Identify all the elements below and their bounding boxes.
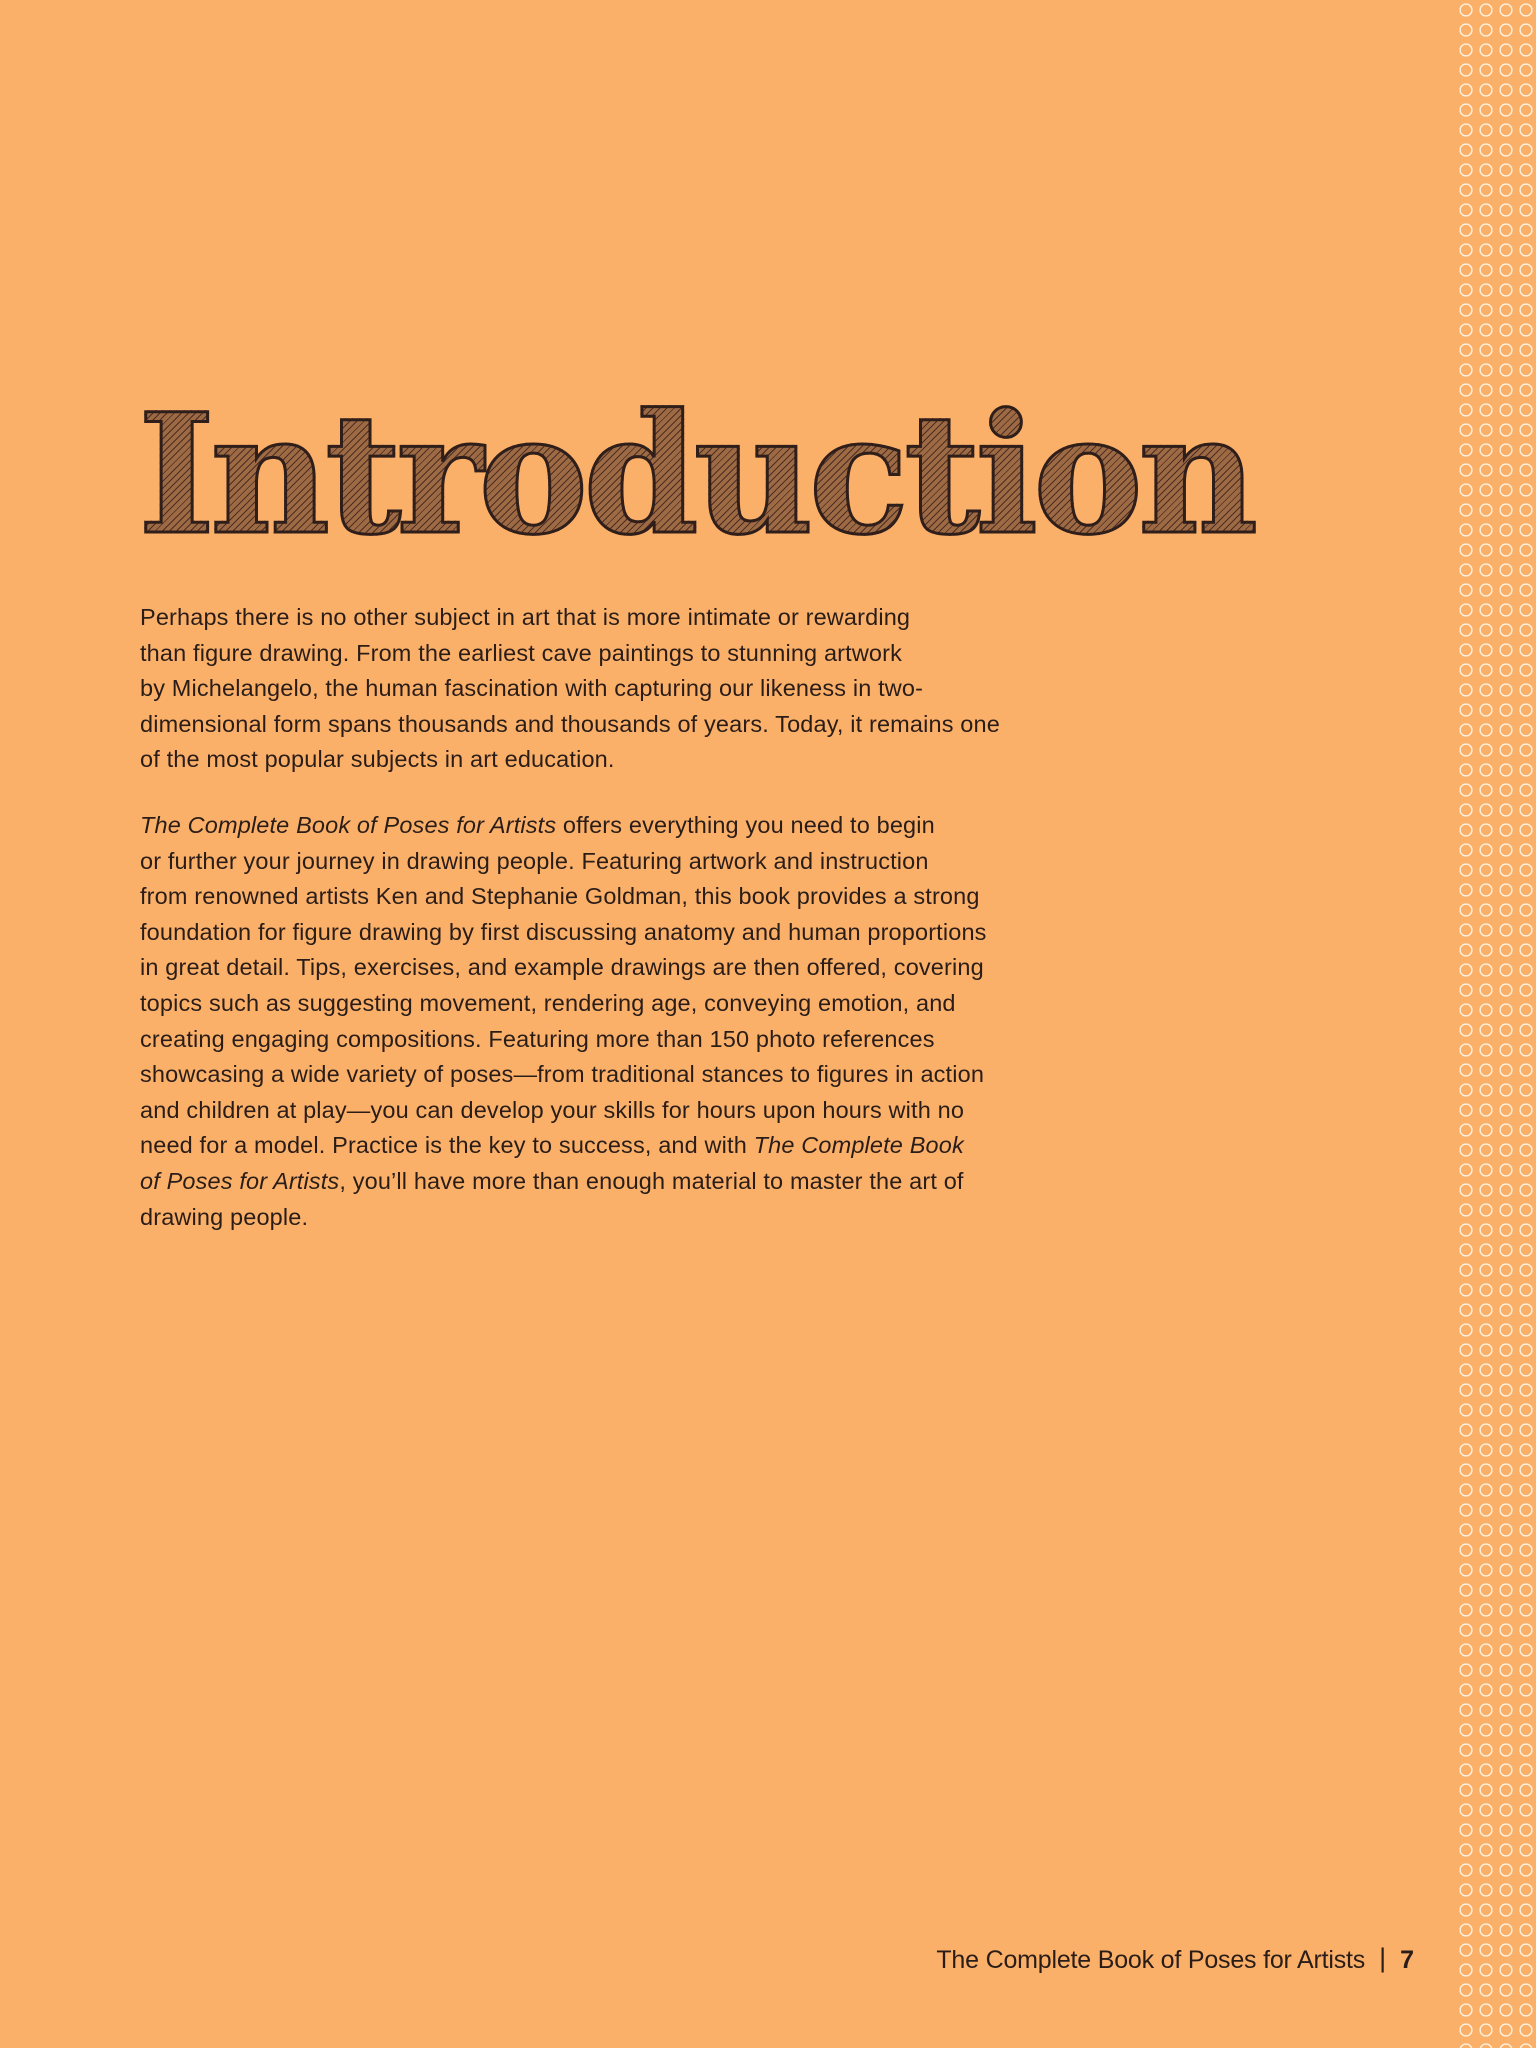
book-title-italic-2b: of Poses for Artists [140, 1167, 340, 1194]
paragraph-2-line-10-text: need for a model. Practice is the key to success, and with [140, 1132, 754, 1159]
intro-paragraph-1 [140, 600, 1130, 778]
paragraph-2-line-9: and children at play—you can develop your skills for hours upon hours with no [140, 1096, 965, 1123]
page-footer [936, 1943, 1414, 1975]
paragraph-2-line-4: foundation for figure drawing by first discussing anatomy and human proportions [140, 918, 987, 945]
book-title-italic-2a: The Complete Book [753, 1132, 964, 1159]
paragraph-2-line-6: topics such as suggesting movement, rendering age, conveying emotion, and [140, 989, 956, 1016]
page-number: 7 [1400, 1946, 1414, 1974]
decorative-dot-pattern [1456, 0, 1536, 2048]
paragraph-1-line-2: than figure drawing. From the earliest cave paintings to stunning artwork [140, 639, 903, 666]
paragraph-2-line-5: in great detail. Tips, exercises, and example drawings are then offered, covering [140, 954, 984, 981]
book-title-italic: The Complete Book of Poses for Artists [140, 811, 557, 838]
intro-paragraph-2 [140, 808, 1130, 1235]
paragraph-2-line-11 [140, 1164, 1130, 1200]
paragraph-1-line-3: by Michelangelo, the human fascination with capturing our likeness in two- [140, 675, 924, 702]
intro-text-block [140, 600, 1130, 1265]
paragraph-2-line-1 [140, 808, 1130, 844]
footer-divider: | [1379, 1943, 1387, 1973]
paragraph-2-line-8: showcasing a wide variety of poses—from traditional stances to figures in action [140, 1061, 985, 1088]
paragraph-2-line-10 [140, 1128, 1130, 1164]
paragraph-2-line-7: creating engaging compositions. Featuring more than 150 photo references [140, 1025, 935, 1052]
paragraph-1-line-5: of the most popular subjects in art education. [140, 746, 615, 773]
paragraph-2-line-12: drawing people. [140, 1203, 309, 1230]
paragraph-1-line-1: Perhaps there is no other subject in art that is more intimate or rewarding [140, 604, 911, 630]
paragraph-2-line-11-text: , you’ll have more than enough material to master the art of [339, 1167, 964, 1194]
paragraph-1-line-4: dimensional form spans thousands and thousands of years. Today, it remains one [140, 710, 1000, 737]
paragraph-2-line-3: from renowned artists Ken and Stephanie Goldman, this book provides a strong [140, 883, 980, 910]
paragraph-2-line-1-text: offers everything you need to begin [556, 811, 935, 838]
footer-book-title: The Complete Book of Poses for Artists [936, 1946, 1366, 1974]
page-title: Introduction [138, 377, 1254, 571]
paragraph-2-line-2: or further your journey in drawing people. Featuring artwork and instruction [140, 847, 929, 874]
